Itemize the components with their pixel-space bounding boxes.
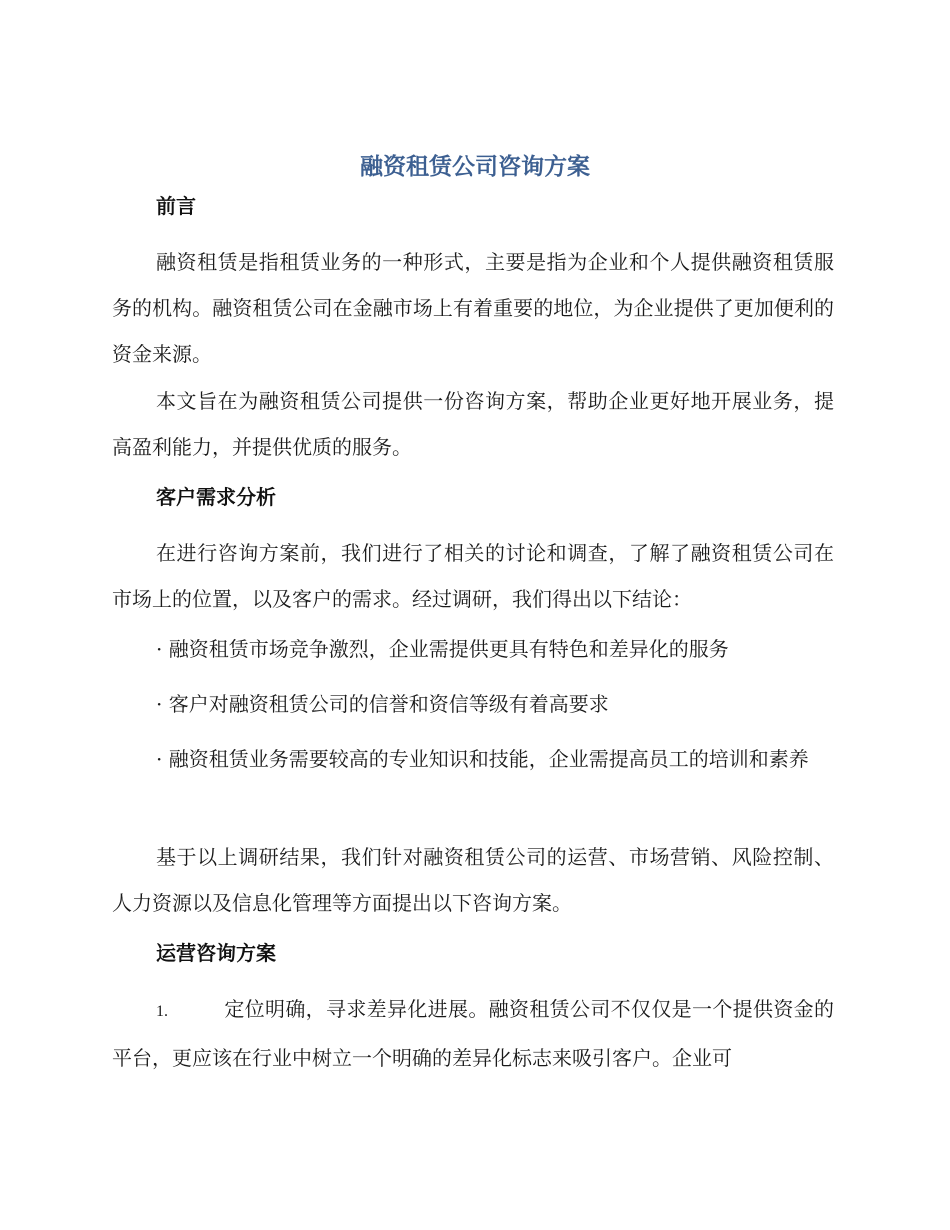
numbered-item-text: 定位明确，寻求差异化进展。融资租赁公司不仅仅是一个提供资金的平台，更应该在行业中树立一个明确的差异化标志来吸引客户。企业可 [112, 997, 834, 1070]
bullet-item-2: · 客户对融资租赁公司的信誉和资信等级有着高要求 [156, 692, 609, 716]
heading-operations: 运营咨询方案 [156, 941, 276, 965]
bullet-item-1: · 融资租赁市场竞争激烈，企业需提供更具有特色和差异化的服务 [156, 637, 729, 661]
paragraph-preface-2: 本文旨在为融资租赁公司提供一份咨询方案，帮助企业更好地开展业务，提高盈利能力，并提供优质的服务。 [112, 389, 834, 459]
heading-customer-analysis: 客户需求分析 [156, 485, 276, 509]
paragraph-preface-1: 融资租赁是指租赁业务的一种形式，主要是指为企业和个人提供融资租赁服务的机构。融资租赁公司在金融市场上有着重要的地位，为企业提供了更加便利的资金来源。 [112, 250, 834, 366]
document-title: 融资租赁公司咨询方案 [360, 154, 590, 180]
heading-preface: 前言 [156, 194, 196, 218]
numbered-item-1 [112, 986, 834, 1081]
paragraph-analysis-1: 在进行咨询方案前，我们进行了相关的讨论和调查，了解了融资租赁公司在市场上的位置，以及客户的需求。经过调研，我们得出以下结论： [112, 541, 834, 611]
list-number: 1. [156, 1003, 168, 1020]
paragraph-analysis-2: 基于以上调研结果，我们针对融资租赁公司的运营、市场营销、风险控制、人力资源以及信息化管理等方面提出以下咨询方案。 [112, 845, 834, 915]
bullet-item-3: · 融资租赁业务需要较高的专业知识和技能，企业需提高员工的培训和素养 [156, 747, 809, 771]
